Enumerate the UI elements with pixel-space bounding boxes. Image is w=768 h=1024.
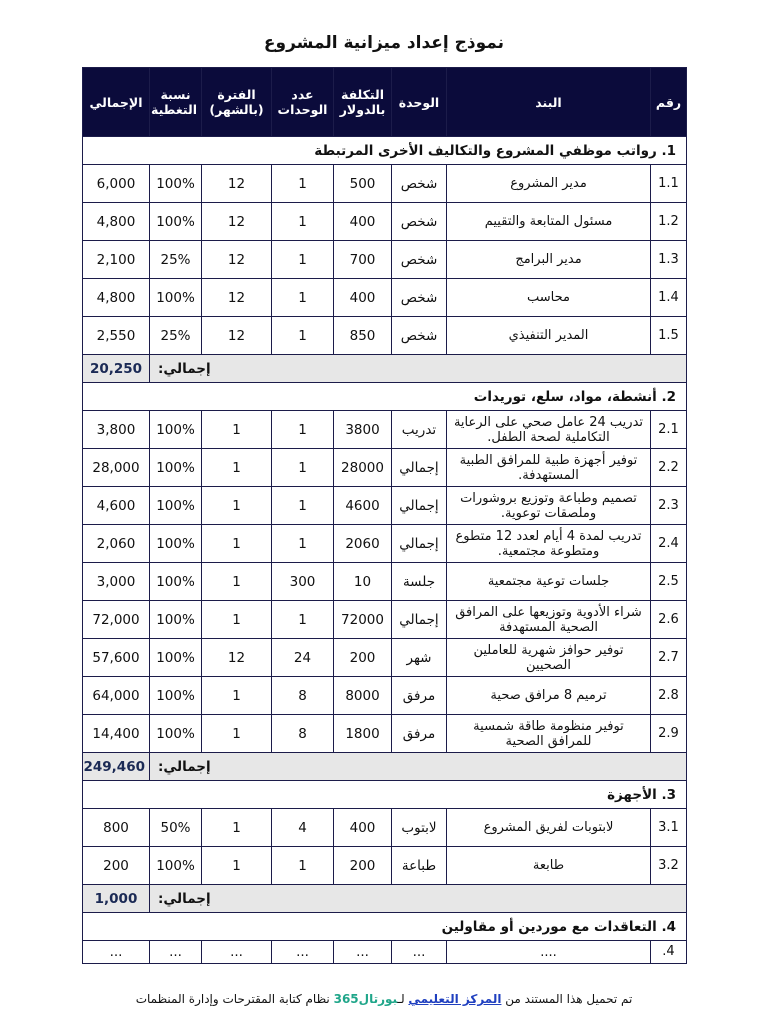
item-number: 1.3 xyxy=(651,241,687,279)
item-period: ... xyxy=(202,941,272,964)
table-header-row xyxy=(83,68,687,137)
item-total: 4,600 xyxy=(83,487,150,525)
item-number: 2.8 xyxy=(651,677,687,715)
item-description: محاسب xyxy=(447,279,651,317)
item-period: 1 xyxy=(202,809,272,847)
footer-brand: بورتال365 xyxy=(333,992,398,1006)
item-unit-cost: 2060 xyxy=(334,525,392,563)
budget-table-wrapper xyxy=(82,67,686,964)
item-description: تدريب لمدة 4 أيام لعدد 12 متطوع ومتطوعة مجتمعية. xyxy=(447,525,651,563)
item-unit-cost: 28000 xyxy=(334,449,392,487)
table-row xyxy=(83,847,687,885)
header-num: رقم xyxy=(651,68,687,137)
table-row xyxy=(83,677,687,715)
table-row xyxy=(83,203,687,241)
item-unit-cost: 10 xyxy=(334,563,392,601)
table-row xyxy=(83,601,687,639)
item-coverage: 25% xyxy=(150,317,202,355)
item-quantity: 1 xyxy=(272,165,334,203)
item-total: 28,000 xyxy=(83,449,150,487)
item-unit: شخص xyxy=(392,317,447,355)
item-description: طابعة xyxy=(447,847,651,885)
item-unit: شخص xyxy=(392,165,447,203)
item-total: 72,000 xyxy=(83,601,150,639)
item-period: 12 xyxy=(202,279,272,317)
item-period: 12 xyxy=(202,203,272,241)
item-unit-cost: 200 xyxy=(334,847,392,885)
item-number: 1.1 xyxy=(651,165,687,203)
table-row xyxy=(83,525,687,563)
item-unit-cost: 500 xyxy=(334,165,392,203)
item-unit: شهر xyxy=(392,639,447,677)
item-period: 1 xyxy=(202,449,272,487)
item-unit-cost: ... xyxy=(334,941,392,964)
item-number: 2.5 xyxy=(651,563,687,601)
section-total-label: إجمالي: xyxy=(150,885,687,913)
item-description: مدير المشروع xyxy=(447,165,651,203)
item-period: 1 xyxy=(202,715,272,753)
section-header-row xyxy=(83,383,687,411)
section-total-value: 249,460 xyxy=(83,753,150,781)
item-unit: شخص xyxy=(392,241,447,279)
item-unit-cost: 3800 xyxy=(334,411,392,449)
header-period: الفترة (بالشهر) xyxy=(202,68,272,137)
item-quantity: 8 xyxy=(272,715,334,753)
item-description: تصميم وطباعة وتوزيع بروشورات وملصقات توعوية. xyxy=(447,487,651,525)
item-unit: جلسة xyxy=(392,563,447,601)
item-coverage: 100% xyxy=(150,563,202,601)
section-title: 2. أنشطة، مواد، سلع، توريدات xyxy=(83,383,687,411)
item-total: 3,800 xyxy=(83,411,150,449)
item-period: 1 xyxy=(202,677,272,715)
item-quantity: 1 xyxy=(272,279,334,317)
header-item: البند xyxy=(447,68,651,137)
section-title: 4. التعاقدات مع موردين أو مقاولين xyxy=(83,913,687,941)
item-unit: إجمالي xyxy=(392,487,447,525)
item-unit-cost: 1800 xyxy=(334,715,392,753)
item-coverage: 100% xyxy=(150,449,202,487)
item-quantity: 8 xyxy=(272,677,334,715)
page-title: نموذج إعداد ميزانية المشروع xyxy=(263,33,505,53)
item-unit-cost: 700 xyxy=(334,241,392,279)
item-period: 1 xyxy=(202,411,272,449)
item-total: ... xyxy=(83,941,150,964)
item-number: 4. xyxy=(651,941,687,964)
item-number: 2.7 xyxy=(651,639,687,677)
item-coverage: ... xyxy=(150,941,202,964)
item-unit: مرفق xyxy=(392,715,447,753)
item-coverage: 100% xyxy=(150,411,202,449)
section-total-row xyxy=(83,885,687,913)
section-total-label: إجمالي: xyxy=(150,753,687,781)
header-unit: الوحدة xyxy=(392,68,447,137)
item-total: 2,550 xyxy=(83,317,150,355)
header-qty: عدد الوحدات xyxy=(272,68,334,137)
item-quantity: 1 xyxy=(272,241,334,279)
item-number: 1.2 xyxy=(651,203,687,241)
item-description: مدير البرامج xyxy=(447,241,651,279)
item-number: 1.5 xyxy=(651,317,687,355)
table-row xyxy=(83,487,687,525)
item-unit: إجمالي xyxy=(392,449,447,487)
table-row xyxy=(83,411,687,449)
item-coverage: 100% xyxy=(150,715,202,753)
item-number: 3.1 xyxy=(651,809,687,847)
item-coverage: 100% xyxy=(150,677,202,715)
item-period: 12 xyxy=(202,317,272,355)
item-number: 2.3 xyxy=(651,487,687,525)
header-coverage: نسبة التغطية xyxy=(150,68,202,137)
table-row xyxy=(83,241,687,279)
section-total-label: إجمالي: xyxy=(150,355,687,383)
section-title: 3. الأجهزة xyxy=(83,781,687,809)
item-unit: ... xyxy=(392,941,447,964)
header-total: الإجمالي xyxy=(83,68,150,137)
item-coverage: 100% xyxy=(150,487,202,525)
item-total: 3,000 xyxy=(83,563,150,601)
item-unit: إجمالي xyxy=(392,525,447,563)
section-total-row xyxy=(83,355,687,383)
item-total: 200 xyxy=(83,847,150,885)
item-unit-cost: 4600 xyxy=(334,487,392,525)
item-number: 2.4 xyxy=(651,525,687,563)
table-row xyxy=(83,941,687,964)
item-quantity: 1 xyxy=(272,525,334,563)
item-number: 2.1 xyxy=(651,411,687,449)
section-header-row xyxy=(83,137,687,165)
item-quantity: ... xyxy=(272,941,334,964)
item-quantity: 24 xyxy=(272,639,334,677)
table-row xyxy=(83,563,687,601)
item-coverage: 50% xyxy=(150,809,202,847)
item-total: 4,800 xyxy=(83,279,150,317)
item-period: 12 xyxy=(202,241,272,279)
table-row xyxy=(83,715,687,753)
item-period: 12 xyxy=(202,165,272,203)
item-quantity: 4 xyxy=(272,809,334,847)
item-description: جلسات توعية مجتمعية xyxy=(447,563,651,601)
item-period: 12 xyxy=(202,639,272,677)
item-coverage: 100% xyxy=(150,639,202,677)
item-period: 1 xyxy=(202,487,272,525)
item-description: تدريب 24 عامل صحي على الرعاية التكاملية لصحة الطفل. xyxy=(447,411,651,449)
item-unit: إجمالي xyxy=(392,601,447,639)
budget-table xyxy=(82,67,687,964)
item-unit-cost: 850 xyxy=(334,317,392,355)
item-description: المدير التنفيذي xyxy=(447,317,651,355)
item-quantity: 1 xyxy=(272,487,334,525)
item-unit: مرفق xyxy=(392,677,447,715)
item-unit-cost: 8000 xyxy=(334,677,392,715)
footer-for: لـ xyxy=(397,992,405,1006)
item-period: 1 xyxy=(202,525,272,563)
budget-table-body xyxy=(83,137,687,964)
table-row xyxy=(83,165,687,203)
item-total: 800 xyxy=(83,809,150,847)
item-number: 1.4 xyxy=(651,279,687,317)
item-quantity: 1 xyxy=(272,449,334,487)
item-unit: لابتوب xyxy=(392,809,447,847)
item-number: 3.2 xyxy=(651,847,687,885)
item-period: 1 xyxy=(202,847,272,885)
item-description: توفير حوافز شهرية للعاملين الصحيين xyxy=(447,639,651,677)
item-coverage: 100% xyxy=(150,847,202,885)
item-description: ترميم 8 مرافق صحية xyxy=(447,677,651,715)
item-unit-cost: 400 xyxy=(334,809,392,847)
header-cost: التكلفة بالدولار xyxy=(334,68,392,137)
item-period: 1 xyxy=(202,601,272,639)
item-number: 2.6 xyxy=(651,601,687,639)
item-coverage: 25% xyxy=(150,241,202,279)
item-unit: تدريب xyxy=(392,411,447,449)
footer-note xyxy=(0,992,768,1006)
item-description: لابتوبات لفريق المشروع xyxy=(447,809,651,847)
item-quantity: 1 xyxy=(272,411,334,449)
footer-link[interactable]: المركز التعليمي xyxy=(408,992,502,1006)
item-coverage: 100% xyxy=(150,525,202,563)
item-unit-cost: 400 xyxy=(334,203,392,241)
table-row xyxy=(83,639,687,677)
item-coverage: 100% xyxy=(150,203,202,241)
item-total: 14,400 xyxy=(83,715,150,753)
section-header-row xyxy=(83,781,687,809)
item-unit-cost: 400 xyxy=(334,279,392,317)
table-row xyxy=(83,279,687,317)
item-total: 4,800 xyxy=(83,203,150,241)
item-unit: شخص xyxy=(392,279,447,317)
item-description: توفير منظومة طاقة شمسية للمرافق الصحية xyxy=(447,715,651,753)
table-row xyxy=(83,317,687,355)
item-number: 2.2 xyxy=(651,449,687,487)
section-header-row xyxy=(83,913,687,941)
item-unit-cost: 200 xyxy=(334,639,392,677)
item-total: 64,000 xyxy=(83,677,150,715)
item-total: 2,100 xyxy=(83,241,150,279)
item-coverage: 100% xyxy=(150,165,202,203)
section-total-value: 1,000 xyxy=(83,885,150,913)
item-total: 2,060 xyxy=(83,525,150,563)
section-total-value: 20,250 xyxy=(83,355,150,383)
item-period: 1 xyxy=(202,563,272,601)
footer-suffix: نظام كتابة المقترحات وإدارة المنظمات xyxy=(135,992,330,1006)
item-unit-cost: 72000 xyxy=(334,601,392,639)
item-description: .... xyxy=(447,941,651,964)
item-description: توفير أجهزة طبية للمرافق الطبية المستهدفة. xyxy=(447,449,651,487)
item-coverage: 100% xyxy=(150,601,202,639)
item-quantity: 1 xyxy=(272,317,334,355)
item-number: 2.9 xyxy=(651,715,687,753)
section-title: 1. رواتب موظفي المشروع والتكاليف الأخرى المرتبطة xyxy=(83,137,687,165)
section-total-row xyxy=(83,753,687,781)
footer-prefix: تم تحميل هذا المستند من xyxy=(505,992,633,1006)
item-quantity: 1 xyxy=(272,601,334,639)
item-total: 6,000 xyxy=(83,165,150,203)
item-quantity: 300 xyxy=(272,563,334,601)
item-unit: شخص xyxy=(392,203,447,241)
item-unit: طباعة xyxy=(392,847,447,885)
table-row xyxy=(83,449,687,487)
item-coverage: 100% xyxy=(150,279,202,317)
item-quantity: 1 xyxy=(272,203,334,241)
item-total: 57,600 xyxy=(83,639,150,677)
item-description: شراء الأدوية وتوزيعها على المرافق الصحية المستهدفة xyxy=(447,601,651,639)
item-quantity: 1 xyxy=(272,847,334,885)
table-row xyxy=(83,809,687,847)
item-description: مسئول المتابعة والتقييم xyxy=(447,203,651,241)
